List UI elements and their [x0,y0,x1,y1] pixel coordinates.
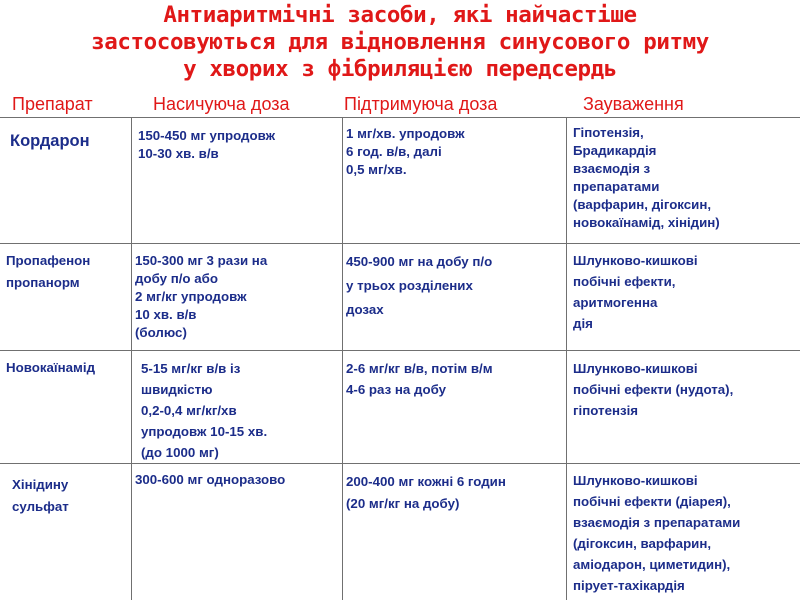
row-divider [0,243,800,244]
page-title [0,2,800,83]
table-top-border [0,117,800,118]
table-row-notes: Гіпотензія, Брадикардія взаємодія з препаратами (варфарин, дігоксин, новокаїнамід, хінідин) [573,125,720,230]
table-row-maintenance-dose: 1 мг/хв. упродовж 6 год. в/в, далі 0,5 мг/хв. [346,126,465,177]
title-line-3: у хворих з фібриляцією передсердь [183,56,617,82]
header-maintenance-dose: Підтримуюча доза [344,94,498,114]
column-divider [566,117,567,600]
table-row-notes: Шлунково-кишкові побічні ефекти (діарея), взаємодія з препаратами (дігоксин, варфарин, аміодарон, циметидин), пірует-тахікардія [573,473,741,593]
table-row-notes: Шлунково-кишкові побічні ефекти (нудота), гіпотензія [573,361,734,418]
table-row-drug: Пропафенон пропанорм [6,253,91,290]
table-row-loading-dose: 5-15 мг/кг в/в із швидкістю 0,2-0,4 мг/кг/хв упродовж 10-15 хв. (до 1000 мг) [141,361,268,460]
header-loading-dose: Насичуюча доза [153,94,290,114]
column-divider [342,117,343,600]
title-line-2: застосовуються для відновлення синусового ритму [91,29,709,55]
column-divider [131,117,132,600]
table-row-drug: Хінідину сульфат [12,477,69,514]
table-row-drug: Новокаїнамід [6,360,96,375]
row-divider [0,350,800,351]
header-drug: Препарат [12,94,93,114]
table-row-maintenance-dose: 200-400 мг кожні 6 годин (20 мг/кг на добу) [346,474,506,511]
row-divider [0,463,800,464]
table-row-notes: Шлунково-кишкові побічні ефекти, аритмогенна дія [573,253,698,331]
table-row-loading-dose: 300-600 мг одноразово [135,472,286,487]
table-row-maintenance-dose: 2-6 мг/кг в/в, потім в/м 4-6 раз на добу [346,361,493,397]
header-notes: Зауваження [583,94,684,114]
table-row-maintenance-dose: 450-900 мг на добу п/о у трьох розділених дозах [346,254,493,317]
table-row-drug: Кордарон [10,132,90,150]
table-row-loading-dose: 150-300 мг 3 рази на добу п/о або 2 мг/кг упродовж 10 хв. в/в (болюс) [135,253,268,340]
title-line-1: Антиаритмічні засоби, які найчастіше [163,2,637,28]
table-row-loading-dose: 150-450 мг упродовж 10-30 хв. в/в [138,128,276,161]
